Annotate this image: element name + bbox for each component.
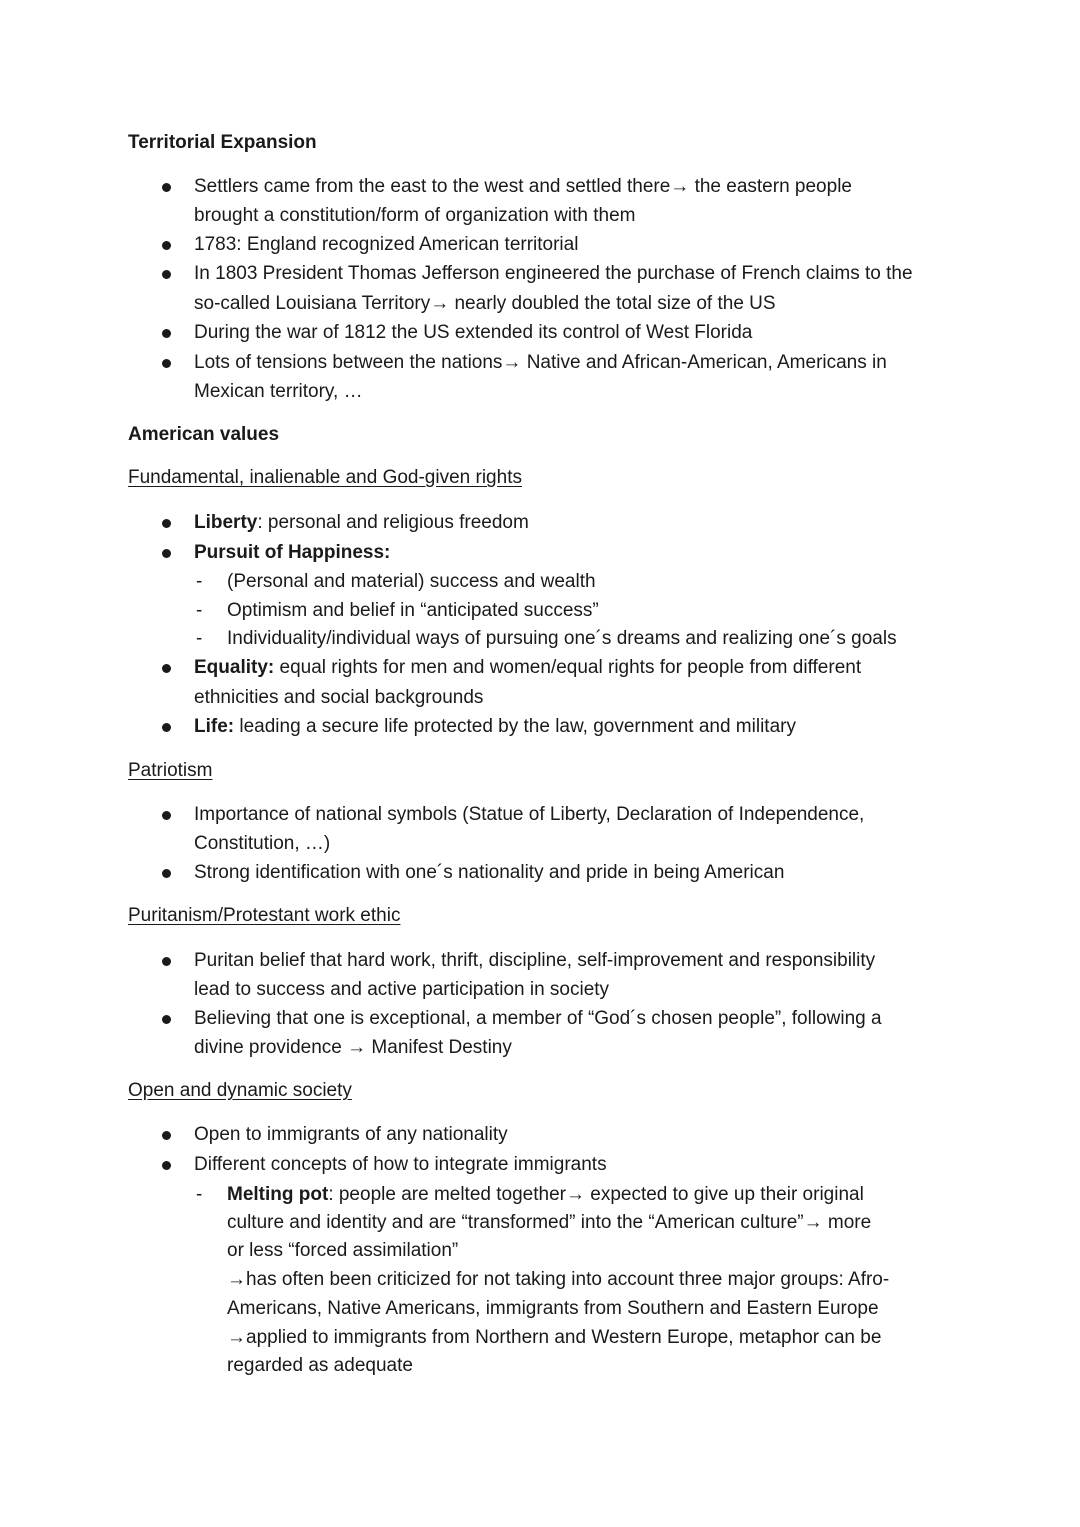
list-item-continuation: divine providence → Manifest Destiny: [194, 1037, 512, 1058]
list-item: Puritan belief that hard work, thrift, discipline, self-improvement and responsibility: [194, 950, 876, 971]
sub-list-item-continuation: →applied to immigrants from Northern and Western Europe, metaphor can be: [227, 1327, 882, 1348]
sub-list-item: (Personal and material) success and wealth: [227, 571, 596, 592]
bullet-icon: [162, 957, 171, 966]
list-item-equality: [194, 656, 861, 680]
list-item-happiness: Pursuit of Happiness:: [194, 542, 391, 563]
liberty-text: : personal and religious freedom: [257, 512, 529, 533]
list-item: Strong identification with one´s nationality and pride in being American: [194, 862, 785, 883]
dash-icon: -: [196, 600, 203, 621]
list-item-liberty: [194, 511, 529, 535]
list-item-life: [194, 715, 796, 739]
list-item-continuation: Constitution, …): [194, 833, 331, 854]
bullet-icon: [162, 183, 171, 192]
bullet-icon: [162, 359, 171, 368]
section-heading-territorial: Territorial Expansion: [128, 132, 317, 153]
bullet-icon: [162, 869, 171, 878]
sub-list-item-continuation: or less “forced assimilation”: [227, 1240, 459, 1261]
section-heading-values: American values: [128, 424, 280, 445]
sub-list-item-continuation: →has often been criticized for not taking into account three major groups: Afro-: [227, 1269, 890, 1290]
term-melting-pot: Melting pot: [227, 1184, 329, 1205]
list-item: Importance of national symbols (Statue of Liberty, Declaration of Independence,: [194, 804, 865, 825]
sub-list-item-continuation: culture and identity and are “transformed” into the “American culture”→ more: [227, 1212, 872, 1233]
sub-list-item: Optimism and belief in “anticipated success”: [227, 600, 599, 621]
bullet-icon: [162, 329, 171, 338]
list-item: Open to immigrants of any nationality: [194, 1124, 508, 1145]
bullet-icon: [162, 270, 171, 279]
sub-list-item-continuation: Americans, Native Americans, immigrants from Southern and Eastern Europe: [227, 1298, 879, 1319]
list-item: In 1803 President Thomas Jefferson engineered the purchase of French claims to the: [194, 263, 913, 284]
bullet-icon: [162, 1161, 171, 1170]
list-item: 1783: England recognized American territorial: [194, 234, 579, 255]
bullet-icon: [162, 241, 171, 250]
bullet-icon: [162, 519, 171, 528]
subheading-rights: Fundamental, inalienable and God-given rights: [128, 467, 522, 488]
sub-list-item-continuation: regarded as adequate: [227, 1355, 413, 1376]
dash-icon: -: [196, 571, 203, 592]
bullet-icon: [162, 664, 171, 673]
subheading-patriotism: Patriotism: [128, 760, 213, 781]
equality-text: equal rights for men and women/equal rights for people from different: [274, 657, 862, 678]
bullet-icon: [162, 1131, 171, 1140]
melting-pot-text: : people are melted together→ expected to give up their original: [328, 1184, 864, 1205]
list-item: Believing that one is exceptional, a member of “God´s chosen people”, following a: [194, 1008, 882, 1029]
term-life: Life:: [194, 716, 235, 737]
sub-list-item-melting-pot: [227, 1183, 864, 1207]
sub-list-item: Individuality/individual ways of pursuing one´s dreams and realizing one´s goals: [227, 628, 897, 649]
list-item-continuation: brought a constitution/form of organization with them: [194, 205, 636, 226]
dash-icon: -: [196, 628, 203, 649]
list-item: Different concepts of how to integrate immigrants: [194, 1154, 607, 1175]
bullet-icon: [162, 1015, 171, 1024]
list-item-continuation: Mexican territory, …: [194, 381, 363, 402]
list-item-continuation: ethnicities and social backgrounds: [194, 687, 484, 708]
bullet-icon: [162, 723, 171, 732]
dash-icon: -: [196, 1184, 203, 1205]
list-item: Lots of tensions between the nations→ Native and African-American, Americans in: [194, 352, 887, 373]
list-item-continuation: lead to success and active participation in society: [194, 979, 610, 1000]
bullet-icon: [162, 549, 171, 558]
life-text: leading a secure life protected by the law, government and military: [234, 716, 796, 737]
term-liberty: Liberty: [194, 512, 258, 533]
list-item-continuation: so-called Louisiana Territory→ nearly doubled the total size of the US: [194, 293, 776, 314]
list-item: During the war of 1812 the US extended its control of West Florida: [194, 322, 753, 343]
term-equality: Equality:: [194, 657, 275, 678]
subheading-open-society: Open and dynamic society: [128, 1080, 352, 1101]
bullet-icon: [162, 811, 171, 820]
list-item: Settlers came from the east to the west and settled there→ the eastern people: [194, 176, 852, 197]
subheading-puritanism: Puritanism/Protestant work ethic: [128, 905, 401, 926]
